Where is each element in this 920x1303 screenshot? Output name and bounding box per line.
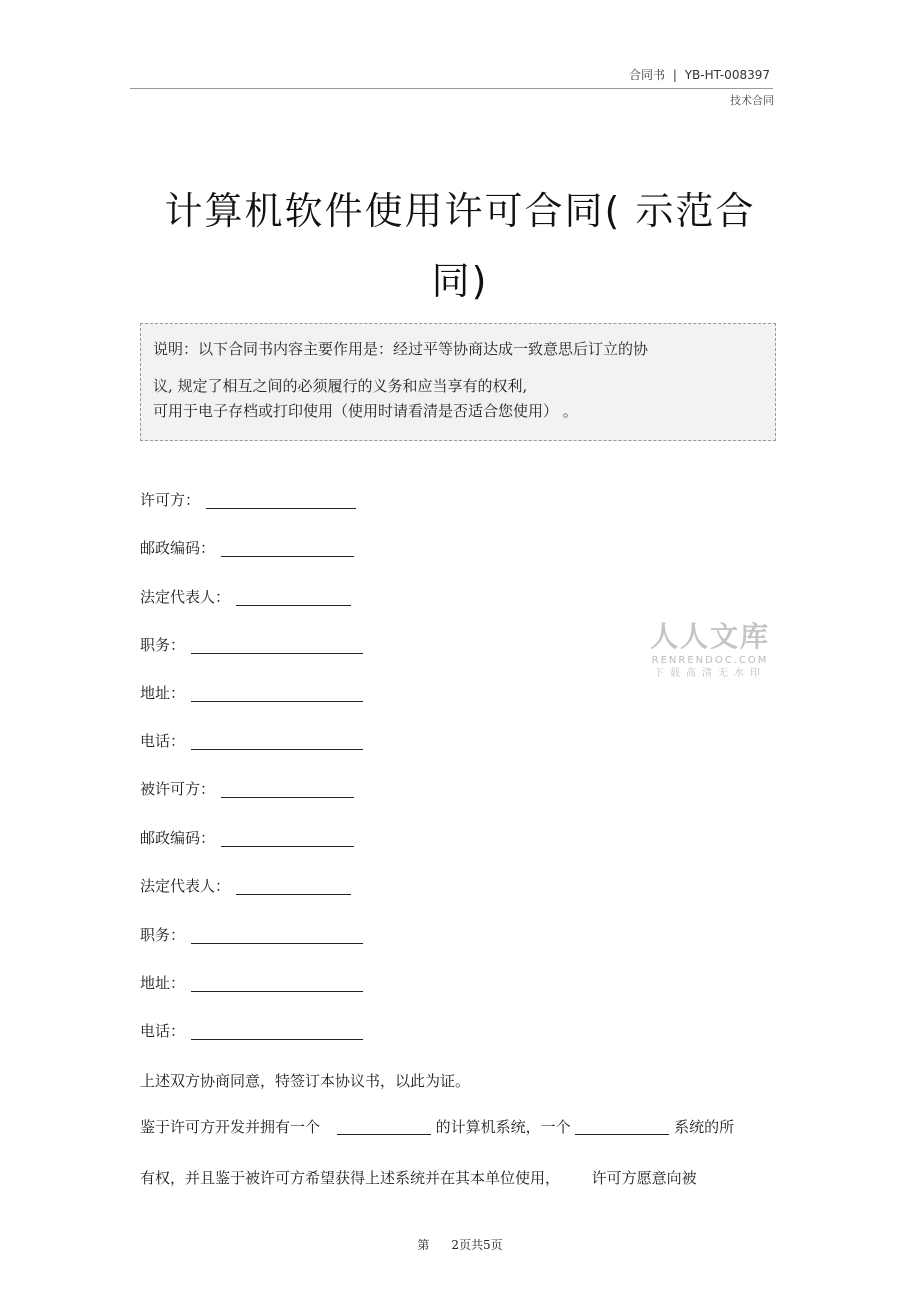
- watermark-site: RENRENDOC.COM: [651, 655, 769, 666]
- licensee-legal-rep-field: [140, 874, 351, 898]
- document-code: [629, 66, 770, 83]
- doc-type-label: 合同书: [628, 68, 665, 82]
- watermark-title: 人人文库: [649, 620, 770, 653]
- licensor-postcode-label: 邮政编码：: [140, 539, 216, 557]
- agreement-statement: 上述双方协商同意，特签订本协议书，以此为证。: [140, 1072, 471, 1090]
- licensor-position-label: 职务：: [140, 636, 186, 654]
- recital-text-3: 系统的所: [674, 1118, 735, 1136]
- watermark-tagline: 下载高清无水印: [654, 668, 766, 679]
- licensor-position-blank[interactable]: [191, 636, 363, 654]
- footer-prefix: 第: [417, 1238, 430, 1252]
- recital-line-2: [140, 1166, 697, 1190]
- licensee-address-label: 地址：: [140, 974, 186, 992]
- licensor-postcode-field: [140, 536, 354, 560]
- notice-line-1: 说明：以下合同书内容主要作用是：经过平等协商达成一致意思后订立的协: [153, 340, 649, 358]
- doc-category: 技术合同: [730, 94, 774, 107]
- licensor-legal-rep-field: [140, 585, 351, 609]
- footer-page-number: 2: [451, 1238, 459, 1252]
- licensor-address-blank[interactable]: [191, 684, 363, 702]
- header-separator: |: [672, 68, 677, 82]
- recital-text-5: 许可方愿意向被: [591, 1169, 697, 1187]
- licensor-phone-label: 电话：: [140, 732, 186, 750]
- page-title: [150, 176, 770, 316]
- watermark-logo: [645, 620, 775, 681]
- licensor-phone-field: [140, 729, 363, 753]
- notice-line-3: 可用于电子存档或打印使用（使用时请看清是否适合您使用） 。: [153, 402, 578, 420]
- licensee-position-label: 职务：: [140, 926, 186, 944]
- licensor-address-field: [140, 681, 363, 705]
- system-type-blank[interactable]: [575, 1117, 669, 1135]
- doc-code: YB-HT-008397: [684, 68, 770, 82]
- licensor-party-field: [140, 488, 356, 512]
- notice-box: [140, 323, 776, 441]
- licensee-postcode-field: [140, 826, 354, 850]
- recital-text-2: 的计算机系统，一个: [435, 1118, 571, 1136]
- recital-line-1: [140, 1115, 734, 1139]
- header-rule: [130, 88, 773, 89]
- title-line-1: 计算机软件使用许可合同( 示范合: [164, 189, 756, 233]
- recital-text-1: 鉴于许可方开发并拥有一个: [140, 1118, 321, 1136]
- licensee-postcode-label: 邮政编码：: [140, 829, 216, 847]
- licensee-phone-label: 电话：: [140, 1022, 186, 1040]
- licensee-party-blank[interactable]: [221, 780, 354, 798]
- title-line-2: 同): [431, 259, 489, 303]
- footer-total-pages: 5: [483, 1238, 491, 1252]
- licensee-phone-blank[interactable]: [191, 1022, 363, 1040]
- licensor-position-field: [140, 633, 363, 657]
- footer-suffix: 页: [490, 1238, 503, 1252]
- licensee-party-field: [140, 777, 354, 801]
- licensee-address-blank[interactable]: [191, 974, 363, 992]
- licensor-postcode-blank[interactable]: [221, 539, 354, 557]
- licensor-party-label: 许可方：: [140, 491, 201, 509]
- licensee-position-blank[interactable]: [191, 926, 363, 944]
- licensee-phone-field: [140, 1019, 363, 1043]
- licensor-address-label: 地址：: [140, 684, 186, 702]
- licensor-legal-rep-label: 法定代表人：: [140, 588, 231, 606]
- licensee-position-field: [140, 923, 363, 947]
- licensee-legal-rep-label: 法定代表人：: [140, 877, 231, 895]
- licensor-party-blank[interactable]: [206, 491, 356, 509]
- licensor-legal-rep-blank[interactable]: [236, 588, 351, 606]
- page-footer: [0, 1236, 920, 1253]
- footer-mid: 页共: [458, 1238, 483, 1252]
- licensor-phone-blank[interactable]: [191, 732, 363, 750]
- licensee-party-label: 被许可方：: [140, 780, 216, 798]
- notice-line-2: 议, 规定了相互之间的必须履行的义务和应当享有的权利,: [153, 377, 528, 395]
- system-name-blank[interactable]: [337, 1117, 431, 1135]
- licensee-postcode-blank[interactable]: [221, 829, 354, 847]
- licensee-address-field: [140, 971, 363, 995]
- licensee-legal-rep-blank[interactable]: [236, 877, 351, 895]
- recital-text-4: 有权，并且鉴于被许可方希望获得上述系统并在其本单位使用，: [140, 1169, 561, 1187]
